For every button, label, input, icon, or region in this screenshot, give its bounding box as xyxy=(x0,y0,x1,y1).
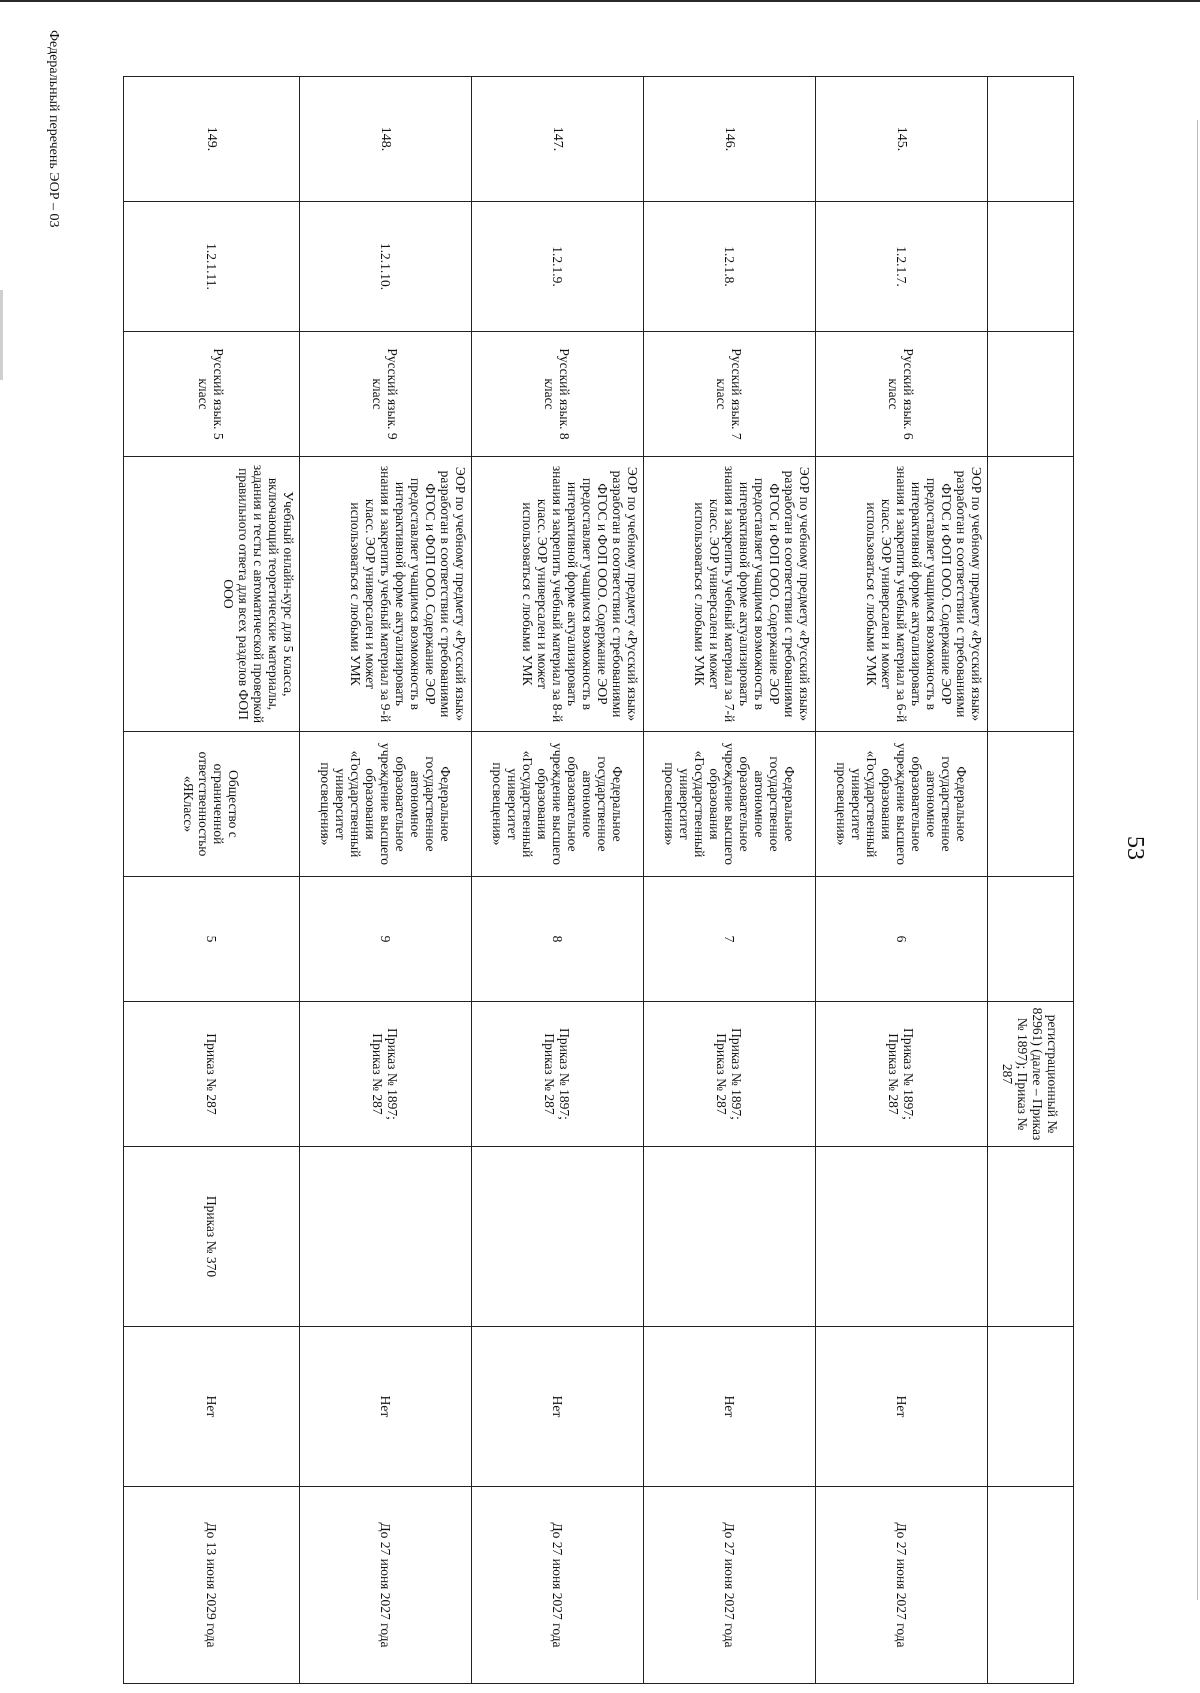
footer-caption: Федеральный перечень ЭОР – 03 xyxy=(46,30,61,228)
cell-description: ЭОР по учебному предмету «Русский язык» разработан в соответствии с требованиями ФГОС и ФОП ООО. Содержание ЭОР предоставляет учащимся возможность в интерактивной форме актуализировать знания и закрепить учебный материал за 6-й класс. ЭОР универсален и может использоваться с любыми УМК xyxy=(816,457,988,732)
cell-developer: Федеральное государственное автономное образовательное учреждение высшего образования «Государственный университет просвещения» xyxy=(644,732,816,877)
cell-valid-until: До 13 июня 2029 года xyxy=(124,1487,300,1684)
cell-num: 146. xyxy=(644,77,816,202)
cell-description: ЭОР по учебному предмету «Русский язык» разработан в соответствии с требованиями ФГОС и ФОП ООО. Содержание ЭОР предоставляет учащимся возможность в интерактивной форме актуализировать знания и закрепить учебный материал за 7-й класс. ЭОР универсален и может использоваться с любыми УМК xyxy=(644,457,816,732)
cell-subject xyxy=(988,332,1074,457)
cell-fee: Нет xyxy=(644,1327,816,1487)
page-number: 53 xyxy=(1122,836,1148,860)
cell-developer: Федеральное государственное автономное образовательное учреждение высшего образования «Государственный университет просвещения» xyxy=(472,732,644,877)
cell-order-2 xyxy=(988,1147,1074,1327)
cell-developer: Федеральное государственное автономное образовательное учреждение высшего образования «Государственный университет просвещения» xyxy=(816,732,988,877)
cell-description xyxy=(988,457,1074,732)
cell-valid-until: До 27 июня 2027 года xyxy=(644,1487,816,1684)
page-right-edge xyxy=(1197,120,1198,1600)
cell-code: 1.2.1.8. xyxy=(644,202,816,332)
cell-grade: 9 xyxy=(300,877,472,1002)
table-row xyxy=(644,77,816,1684)
cell-order-2 xyxy=(644,1147,816,1327)
table-row xyxy=(472,77,644,1684)
table-row xyxy=(124,77,300,1684)
cell-order-1: Приказ № 1897; Приказ № 287 xyxy=(472,1002,644,1147)
cell-valid-until: До 27 июня 2027 года xyxy=(816,1487,988,1684)
cell-description: ЭОР по учебному предмету «Русский язык» разработан в соответствии с требованиями ФГОС и ФОП ООО. Содержание ЭОР предоставляет учащимся возможность в интерактивной форме актуализировать знания и закрепить учебный материал за 8-й класс. ЭОР универсален и может использоваться с любыми УМК xyxy=(472,457,644,732)
cell-order-2 xyxy=(472,1147,644,1327)
cell-order-2: Приказ № 370 xyxy=(124,1147,300,1327)
cell-subject: Русский язык. 5 класс xyxy=(124,332,300,457)
registry-table xyxy=(123,76,1074,1684)
cell-code: 1.2.1.10. xyxy=(300,202,472,332)
table-row-continuation xyxy=(988,77,1074,1684)
cell-valid-until: До 27 июня 2027 года xyxy=(300,1487,472,1684)
cell-fee xyxy=(988,1327,1074,1487)
cell-grade xyxy=(988,877,1074,1002)
cell-code xyxy=(988,202,1074,332)
cell-description: Учебный онлайн-курс для 5 класса, включающий теоретические материалы, задания и тесты с автоматической проверкой правильного ответа для всех разделов ФОП ООО xyxy=(124,457,300,732)
cell-subject: Русский язык. 8 класс xyxy=(472,332,644,457)
cell-subject: Русский язык. 9 класс xyxy=(300,332,472,457)
cell-order-1: Приказ № 1897; Приказ № 287 xyxy=(816,1002,988,1147)
cell-subject: Русский язык. 7 класс xyxy=(644,332,816,457)
cell-fee: Нет xyxy=(472,1327,644,1487)
cell-grade: 5 xyxy=(124,877,300,1002)
cell-order-1: Приказ № 1897; Приказ № 287 xyxy=(300,1002,472,1147)
cell-order-2 xyxy=(816,1147,988,1327)
cell-grade: 7 xyxy=(644,877,816,1002)
cell-developer: Федеральное государственное автономное образовательное учреждение высшего образования «Государственный университет просвещения» xyxy=(300,732,472,877)
cell-grade: 8 xyxy=(472,877,644,1002)
cell-valid-until xyxy=(988,1487,1074,1684)
table-row xyxy=(300,77,472,1684)
cell-code: 1.2.1.11. xyxy=(124,202,300,332)
cell-order-1: регистрационный № 82961) (далее – Приказ № 1897); Приказ № 287 xyxy=(988,1002,1074,1147)
page-top-edge xyxy=(0,0,1200,2)
cell-fee: Нет xyxy=(124,1327,300,1487)
cell-developer: Общество с ограниченной ответственностью «ЯКласс» xyxy=(124,732,300,877)
cell-num xyxy=(988,77,1074,202)
cell-grade: 6 xyxy=(816,877,988,1002)
cell-fee: Нет xyxy=(300,1327,472,1487)
cell-order-1: Приказ № 1897; Приказ № 287 xyxy=(644,1002,816,1147)
scan-binder-mark xyxy=(0,290,3,380)
table-row xyxy=(816,77,988,1684)
cell-valid-until: До 27 июня 2027 года xyxy=(472,1487,644,1684)
cell-code: 1.2.1.9. xyxy=(472,202,644,332)
cell-num: 148. xyxy=(300,77,472,202)
cell-num: 145. xyxy=(816,77,988,202)
cell-order-2 xyxy=(300,1147,472,1327)
cell-order-1: Приказ № 287 xyxy=(124,1002,300,1147)
cell-num: 149. xyxy=(124,77,300,202)
cell-fee: Нет xyxy=(816,1327,988,1487)
cell-num: 147. xyxy=(472,77,644,202)
cell-subject: Русский язык. 6 класс xyxy=(816,332,988,457)
cell-description: ЭОР по учебному предмету «Русский язык» разработан в соответствии с требованиями ФГОС и ФОП ООО. Содержание ЭОР предоставляет учащимся возможность в интерактивной форме актуализировать знания и закрепить учебный материал за 9-й класс. ЭОР универсален и может использоваться с любыми УМК xyxy=(300,457,472,732)
registry-table-rotated xyxy=(124,76,1074,1648)
cell-code: 1.2.1.7. xyxy=(816,202,988,332)
cell-developer xyxy=(988,732,1074,877)
